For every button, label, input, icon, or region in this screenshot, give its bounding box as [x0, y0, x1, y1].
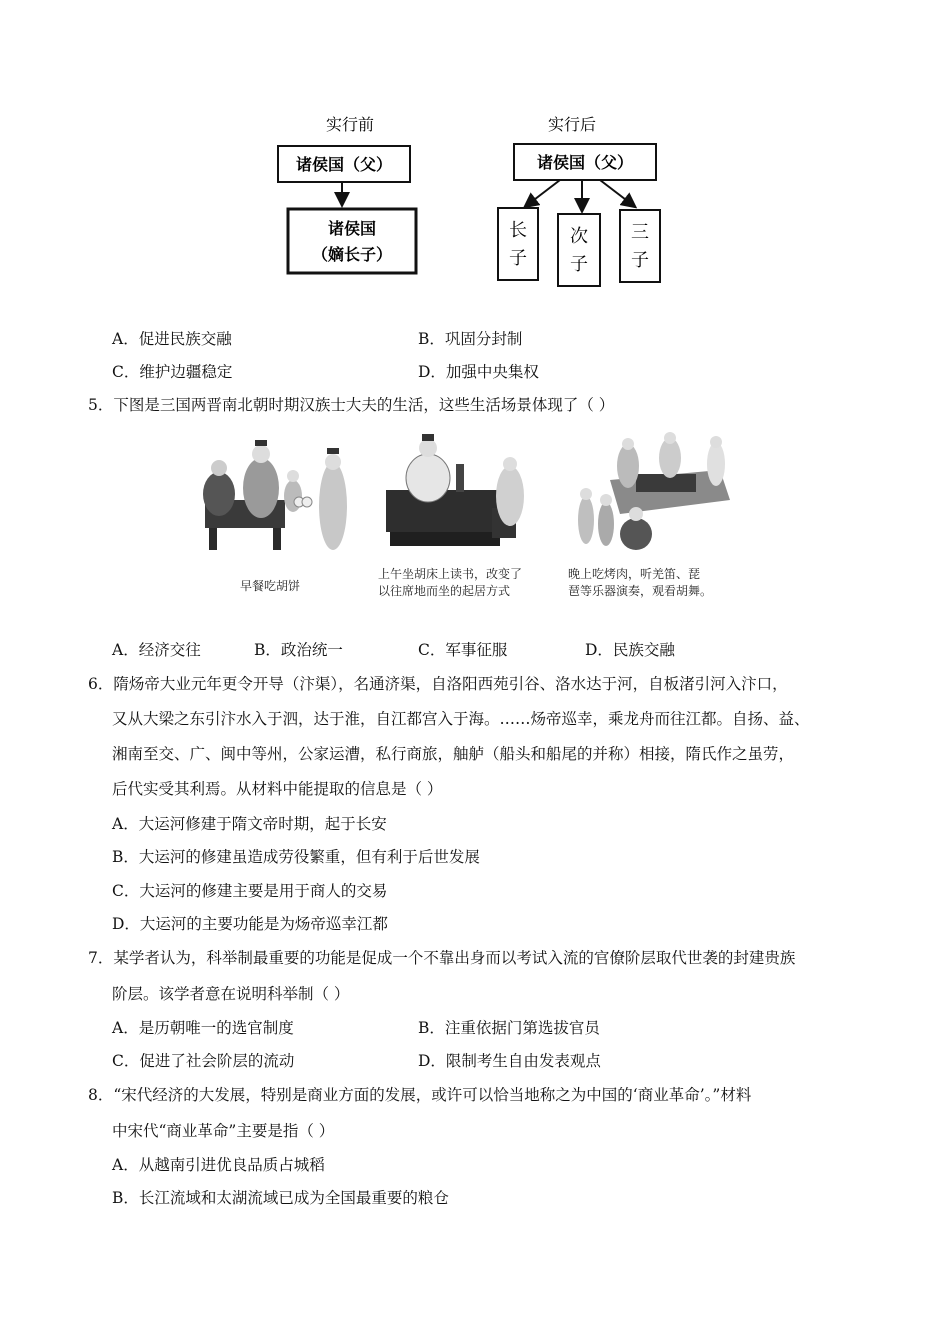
q4-option-a: A．促进民族交融 [112, 330, 232, 348]
breakfast-illustration [195, 430, 370, 570]
q4-option-c: C．维护边疆稳定 [112, 363, 233, 381]
q5-option-a: A．经济交往 [112, 641, 201, 659]
q5-option-c: C．军事征服 [418, 641, 508, 659]
child3-text-2: 子 [631, 250, 649, 271]
q8-stem-line1: 8．“宋代经济的大发展，特别是商业方面的发展，或许可以恰当地称之为中国的‘商业革命’。”材料 [88, 1086, 752, 1104]
child1-text-2: 子 [509, 248, 527, 269]
child3-box [620, 210, 660, 282]
after-top-text: 诸侯国（父） [536, 153, 634, 172]
q8-option-a: A．从越南引进优良品质占城稻 [112, 1156, 325, 1174]
child3-text-1: 三 [631, 222, 649, 243]
child1-text-1: 长 [509, 220, 527, 241]
caption-1: 早餐吃胡饼 [240, 579, 301, 593]
caption-2-line2: 以往席地而坐的起居方式 [378, 584, 511, 598]
q7-option-b: B．注重依据门第选拔官员 [418, 1019, 600, 1037]
child2-text-2: 子 [570, 254, 588, 275]
q8-option-b: B．长江流域和太湖流域已成为全国最重要的粮仓 [112, 1189, 449, 1207]
q5-option-d: D．民族交融 [585, 641, 675, 659]
q6-option-d: D．大运河的主要功能是为炀帝巡幸江都 [112, 915, 388, 933]
q5-stem: 5．下图是三国两晋南北朝时期汉族士大夫的生活，这些生活场景体现了（ ） [88, 396, 615, 414]
q7-stem-line1: 7．某学者认为，科举制最重要的功能是促成一个不靠出身而以考试入流的官僚阶层取代世袭的封建贵族 [88, 949, 796, 967]
child2-box [558, 214, 600, 286]
q6-stem-line3: 湘南至交、广、闽中等州，公家运漕，私行商旅，舳舻（船头和船尾的并称）相接，隋氏作之虽劳， [112, 745, 795, 763]
after-arrow-3 [600, 180, 634, 206]
caption-3-line2: 琶等乐器演奏，观看胡舞。 [568, 584, 713, 598]
q8-stem-line2: 中宋代“商业革命”主要是指（ ） [112, 1122, 335, 1140]
q7-stem-line2: 阶层。该学者意在说明科举制（ ） [112, 985, 350, 1003]
q7-option-d: D．限制考生自由发表观点 [418, 1052, 601, 1070]
q7-option-a: A．是历朝唯一的选官制度 [112, 1019, 294, 1037]
q6-option-b: B．大运河的修建虽造成劳役繁重，但有利于后世发展 [112, 848, 480, 866]
before-top-text: 诸侯国（父） [295, 155, 393, 174]
caption-2-line1: 上午坐胡床上读书，改变了 [378, 567, 523, 581]
q6-stem-line2: 又从大梁之东引汴水入于泗，达于淮，自江都宫入于海。……炀帝巡幸，乘龙舟而往江都。自扬、益、 [112, 710, 810, 728]
child1-box [498, 208, 538, 280]
q4-option-d: D．加强中央集权 [418, 363, 539, 381]
child2-text-1: 次 [570, 226, 588, 247]
q7-option-c: C．促进了社会阶层的流动 [112, 1052, 295, 1070]
q6-stem-line4: 后代实受其利焉。从材料中能提取的信息是（ ） [112, 780, 443, 798]
before-label: 实行前 [325, 115, 375, 134]
q6-option-a: A．大运河修建于隋文帝时期，起于长安 [112, 815, 387, 833]
before-bottom-text-2: （嫡长子） [311, 245, 393, 264]
q6-option-c: C．大运河的修建主要是用于商人的交易 [112, 882, 388, 900]
q6-stem-line1: 6．隋炀帝大业元年更令开导（汴渠），名通济渠，自洛阳西苑引谷、洛水达于河，自板渚引河入汴口， [88, 675, 788, 693]
feast-illustration [570, 430, 735, 560]
after-label: 实行后 [547, 115, 597, 134]
q4-option-b: B．巩固分封制 [418, 330, 523, 348]
reading-illustration [380, 430, 555, 560]
q5-option-b: B．政治统一 [254, 641, 343, 659]
enfeoffment-diagram [270, 108, 680, 298]
caption-3-line1: 晚上吃烤肉，听羌笛、琵 [568, 567, 701, 581]
after-arrow-1 [526, 180, 560, 206]
before-bottom-text-1: 诸侯国 [327, 219, 377, 238]
